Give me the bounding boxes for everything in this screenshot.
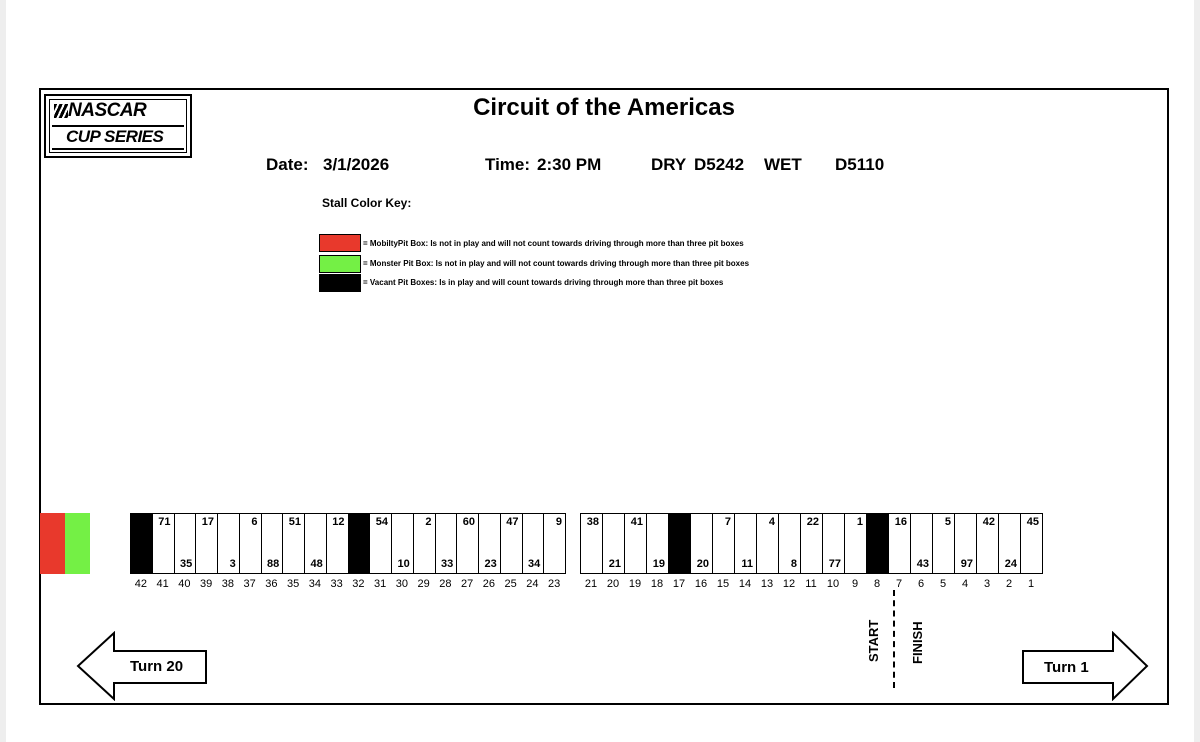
pit-stall <box>391 513 414 574</box>
date-label: Date: <box>266 155 309 174</box>
car-number: 24 <box>1004 558 1017 570</box>
pit-stall <box>217 513 240 574</box>
stall-number: 20 <box>606 578 620 590</box>
pit-stall <box>954 513 977 574</box>
stall-number: 9 <box>851 578 859 590</box>
pit-stall <box>152 513 175 574</box>
pit-stall <box>800 513 823 574</box>
pit-stall <box>239 513 262 574</box>
car-number: 33 <box>441 558 454 570</box>
stall-number: 32 <box>352 578 365 590</box>
vacant-swatch <box>319 274 361 292</box>
vacant-pit-stall <box>866 513 889 574</box>
pit-stall <box>602 513 625 574</box>
stall-number: 26 <box>482 578 495 590</box>
pit-stall <box>174 513 197 574</box>
pit-stall <box>712 513 735 574</box>
nascar-stripes-icon <box>54 104 68 118</box>
car-number: 10 <box>397 558 410 570</box>
stall-number: 6 <box>917 578 925 590</box>
pit-stall <box>413 513 436 574</box>
page-title: Circuit of the Americas <box>473 94 735 121</box>
pit-stall <box>888 513 911 574</box>
pit-stall <box>624 513 647 574</box>
time-value: 2:30 PM <box>537 155 602 174</box>
car-number: 23 <box>484 558 497 570</box>
car-number: 35 <box>180 558 193 570</box>
pit-stall <box>435 513 458 574</box>
stall-number: 18 <box>650 578 664 590</box>
pit-stall <box>778 513 801 574</box>
pit-stall <box>543 513 566 574</box>
stall-number: 36 <box>265 578 278 590</box>
stall-number: 3 <box>983 578 991 590</box>
pit-stall <box>522 513 545 574</box>
car-number: 6 <box>251 516 258 528</box>
monster-swatch <box>319 255 361 273</box>
stall-number: 30 <box>395 578 408 590</box>
mobility-pit-box <box>40 513 65 574</box>
stall-number: 21 <box>584 578 598 590</box>
pit-sheet-frame <box>39 88 1169 705</box>
pit-stall <box>304 513 327 574</box>
stall-number: 7 <box>895 578 903 590</box>
car-number: 51 <box>288 516 301 528</box>
wet-label: WET <box>764 155 802 174</box>
car-number: 1 <box>856 516 863 528</box>
car-number: 48 <box>310 558 323 570</box>
car-number: 77 <box>828 558 841 570</box>
pit-stall <box>822 513 845 574</box>
stall-number: 42 <box>134 578 147 590</box>
pit-stall <box>456 513 479 574</box>
car-number: 11 <box>741 558 753 570</box>
car-number: 43 <box>916 558 929 570</box>
pit-stall <box>326 513 349 574</box>
car-number: 45 <box>1026 516 1039 528</box>
stall-number: 40 <box>178 578 191 590</box>
car-number: 54 <box>375 516 388 528</box>
stall-number: 14 <box>738 578 752 590</box>
pit-stall <box>932 513 955 574</box>
stall-number: 33 <box>330 578 343 590</box>
car-number: 88 <box>267 558 280 570</box>
car-number: 4 <box>768 516 775 528</box>
pit-stall <box>282 513 305 574</box>
pit-stall <box>910 513 933 574</box>
car-number: 41 <box>630 516 643 528</box>
stall-number: 19 <box>628 578 642 590</box>
vacant-pit-stall <box>130 513 153 574</box>
stall-number: 23 <box>548 578 561 590</box>
car-number: 42 <box>982 516 995 528</box>
start-finish-line <box>893 590 895 688</box>
stall-number: 10 <box>826 578 840 590</box>
stall-number: 39 <box>200 578 213 590</box>
stall-number: 8 <box>873 578 881 590</box>
car-number: 19 <box>652 558 665 570</box>
car-number: 16 <box>894 516 907 528</box>
car-number: 22 <box>806 516 819 528</box>
car-number: 5 <box>944 516 951 528</box>
car-number: 3 <box>229 558 236 570</box>
stall-number: 16 <box>694 578 708 590</box>
car-number: 17 <box>201 516 214 528</box>
car-number: 47 <box>506 516 519 528</box>
stall-number: 29 <box>417 578 430 590</box>
car-number: 8 <box>790 558 797 570</box>
car-number: 20 <box>696 558 709 570</box>
pit-stall <box>646 513 669 574</box>
stall-number: 35 <box>287 578 300 590</box>
car-number: 71 <box>158 516 171 528</box>
vacant-pit-stall <box>668 513 691 574</box>
wet-tire-code: D5110 <box>835 155 885 174</box>
turn-1-label: Turn 1 <box>1044 659 1089 676</box>
pit-stall <box>998 513 1021 574</box>
stall-number: 28 <box>439 578 452 590</box>
vacant-pit-stall <box>348 513 371 574</box>
stall-number: 38 <box>221 578 234 590</box>
stall-number: 24 <box>526 578 539 590</box>
stall-number: 12 <box>782 578 796 590</box>
car-number: 34 <box>528 558 541 570</box>
stall-number: 31 <box>374 578 387 590</box>
mobility-swatch <box>319 234 361 252</box>
start-label: START <box>866 619 881 662</box>
pit-stall <box>734 513 757 574</box>
car-number: 38 <box>586 516 599 528</box>
car-number: 2 <box>425 516 432 528</box>
monster-pit-box <box>65 513 90 574</box>
pit-stall <box>976 513 999 574</box>
stall-number: 17 <box>672 578 686 590</box>
pit-stall <box>195 513 218 574</box>
car-number: 12 <box>332 516 345 528</box>
nascar-cup-series-logo: NASCAR CUP SERIES <box>44 94 192 158</box>
date-value: 3/1/2026 <box>323 155 390 174</box>
pit-stall <box>261 513 284 574</box>
stall-number: 5 <box>939 578 947 590</box>
stall-number: 4 <box>961 578 969 590</box>
stall-color-key-title: Stall Color Key: <box>322 196 412 210</box>
dry-label: DRY <box>651 155 687 174</box>
monster-key-text: = Monster Pit Box: Is not in play and will not count towards driving through more than three pit boxes <box>363 259 750 268</box>
stall-number: 11 <box>805 578 817 590</box>
car-number: 9 <box>555 516 562 528</box>
stall-number: 34 <box>308 578 321 590</box>
stall-number: 13 <box>760 578 774 590</box>
pit-stall <box>690 513 713 574</box>
stall-number: 27 <box>461 578 474 590</box>
dry-tire-code: D5242 <box>694 155 745 174</box>
car-number: 60 <box>462 516 475 528</box>
stall-number: 1 <box>1027 578 1035 590</box>
stall-number: 2 <box>1005 578 1013 590</box>
pit-stall <box>478 513 501 574</box>
pit-stall <box>1020 513 1043 574</box>
pit-stall <box>369 513 392 574</box>
pit-stall <box>756 513 779 574</box>
mobility-key-text: = MobiltyPit Box: Is not in play and will not count towards driving through more than three pit boxes <box>363 239 744 248</box>
stall-number: 15 <box>716 578 730 590</box>
stall-number: 25 <box>504 578 517 590</box>
pit-stall <box>844 513 867 574</box>
vacant-key-text: = Vacant Pit Boxes: Is in play and will count towards driving through more than three pit boxes <box>363 278 724 287</box>
pit-stall <box>500 513 523 574</box>
finish-label: FINISH <box>910 621 925 664</box>
page-edge-right <box>1194 0 1200 742</box>
car-number: 7 <box>724 516 731 528</box>
pit-stall <box>580 513 603 574</box>
turn-20-label: Turn 20 <box>130 658 184 675</box>
stall-number: 37 <box>243 578 256 590</box>
page-edge-left <box>0 0 6 742</box>
car-number: 21 <box>608 558 621 570</box>
stall-number: 41 <box>156 578 169 590</box>
car-number: 97 <box>960 558 973 570</box>
time-label: Time: <box>485 155 531 174</box>
